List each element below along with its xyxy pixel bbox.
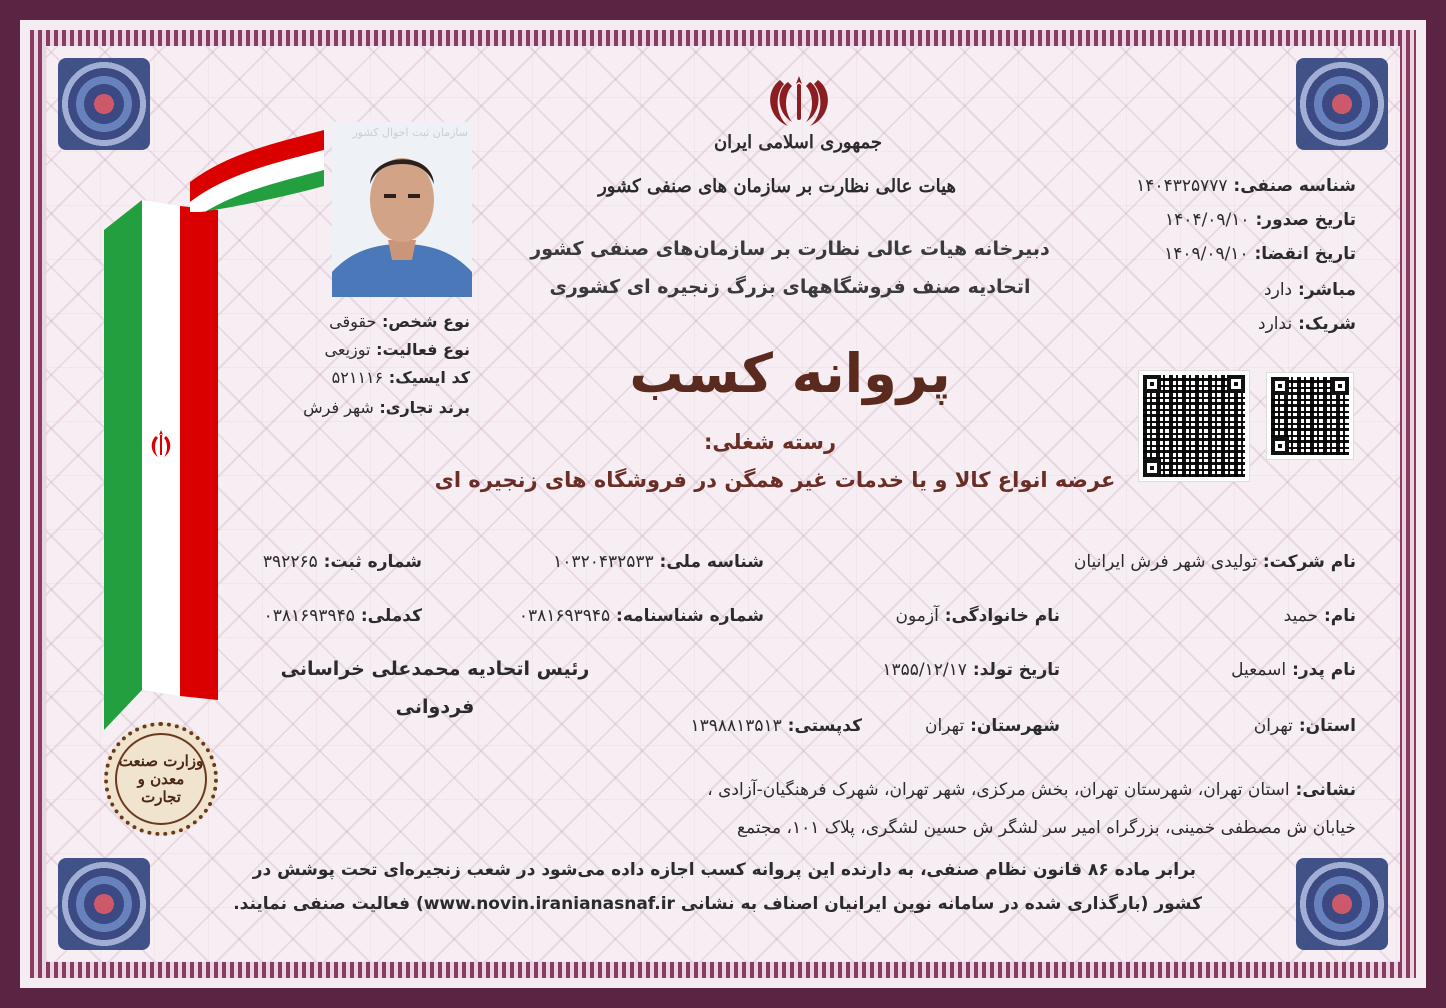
- name-row: [1284, 606, 1356, 626]
- brand-label: برند تجاری:: [379, 398, 470, 417]
- address-line2: خیابان ش مصطفی خمینی، بزرگراه امیر سر لشگر ش حسین لشگری، پلاک ۱۰۱، مجتمع: [736, 818, 1356, 838]
- signature-line1: رئیس اتحادیه محمدعلی خراسانی: [280, 658, 590, 680]
- guild-id-label: شناسه صنفی:: [1233, 176, 1356, 196]
- guild-id-value: ۱۴۰۴۳۲۵۷۷۷: [1136, 176, 1228, 196]
- family-label: نام خانوادگی:: [944, 606, 1060, 626]
- page-title: پروانه کسب: [629, 342, 951, 405]
- direct-row: [1264, 280, 1356, 300]
- address-label: نشانی:: [1295, 780, 1356, 800]
- reg-no-label: شماره ثبت:: [323, 552, 422, 572]
- guild-value: عرضه انواع کالا و یا خدمات غیر همگن در فروشگاه های زنجیره ای: [434, 468, 1116, 492]
- address-line1: استان تهران، شهرستان تهران، بخش مرکزی، شهر تهران، شهرک فرهنگیان-آزادی ،: [707, 780, 1290, 800]
- header-union: اتحادیه صنف فروشگاههای بزرگ زنجیره ای کشوری: [549, 276, 1031, 298]
- isic-row: [332, 368, 470, 387]
- family-row: [896, 606, 1061, 626]
- partner-label: شریک:: [1298, 314, 1356, 334]
- photo-watermark: سازمان ثبت احوال کشور: [352, 126, 468, 139]
- corner-ornament-top-left: [58, 58, 150, 150]
- qr-code-large[interactable]: [1138, 370, 1250, 482]
- city-row: [925, 716, 1060, 736]
- postal-label: کدپستی:: [787, 716, 862, 736]
- birth-date-label: تاریخ تولد:: [972, 660, 1060, 680]
- issue-date-label: تاریخ صدور:: [1255, 210, 1356, 230]
- melli-code-value: ۰۳۸۱۶۹۳۹۴۵: [263, 606, 355, 626]
- expiry-date-row: [1164, 244, 1356, 264]
- province-row: [1254, 716, 1356, 736]
- province-value: تهران: [1253, 716, 1293, 736]
- expiry-date-value: ۱۴۰۹/۰۹/۱۰: [1164, 244, 1249, 264]
- guild-label: رسته شغلی:: [703, 430, 837, 454]
- header-secretariat: دبیرخانه هیات عالی نظارت بر سازمان‌های صنفی کشور: [530, 238, 1050, 260]
- holder-photo: [332, 122, 472, 297]
- issue-date-value: ۱۴۰۴/۰۹/۱۰: [1165, 210, 1250, 230]
- company-label: نام شرکت:: [1262, 552, 1356, 572]
- father-value: اسمعیل: [1231, 660, 1287, 680]
- emblem-country-text: جمهوری اسلامی ایران: [713, 132, 883, 153]
- footer-line2: کشور (بارگذاری شده در سامانه نوین ایرانیان اصناف به نشانی www.novin.iranianasnaf.ir) فعالیت صنفی نمایند.: [233, 894, 1202, 914]
- address-row: [707, 780, 1356, 800]
- reg-no-value: ۳۹۲۲۶۵: [262, 552, 318, 572]
- corner-ornament-bottom-left: [58, 858, 150, 950]
- partner-row: [1258, 314, 1356, 334]
- expiry-date-label: تاریخ انقضا:: [1254, 244, 1356, 264]
- province-label: استان:: [1298, 716, 1356, 736]
- national-id-label: شناسه ملی:: [659, 552, 764, 572]
- emblem-board-text: هیات عالی نظارت بر سازمان های صنفی کشور: [598, 176, 956, 197]
- iran-flag-ribbon: [104, 200, 218, 730]
- company-value: تولیدی شهر فرش ایرانیان: [1073, 552, 1257, 572]
- activity-type-row: [325, 340, 470, 359]
- birth-cert-value: ۰۳۸۱۶۹۳۹۴۵: [518, 606, 611, 626]
- birth-cert-row: [519, 606, 764, 626]
- corner-ornament-bottom-right: [1296, 858, 1388, 950]
- national-id-row: [553, 552, 764, 572]
- isic-value: ۵۲۱۱۱۶: [331, 368, 384, 387]
- brand-row: [303, 398, 470, 417]
- city-label: شهرستان:: [970, 716, 1060, 736]
- direct-value: دارد: [1264, 280, 1293, 300]
- iran-emblem-icon: [766, 70, 832, 130]
- issue-date-row: [1165, 210, 1356, 230]
- name-label: نام:: [1323, 606, 1356, 626]
- father-label: نام پدر:: [1292, 660, 1356, 680]
- company-row: [1074, 552, 1356, 572]
- isic-label: کد ایسیک:: [388, 368, 470, 387]
- birth-date-value: ۱۳۵۵/۱۲/۱۷: [882, 660, 967, 680]
- partner-value: ندارد: [1258, 314, 1293, 334]
- person-silhouette-icon: [332, 122, 472, 297]
- activity-type-label: نوع فعالیت:: [376, 340, 470, 359]
- father-row: [1231, 660, 1356, 680]
- city-value: تهران: [925, 716, 965, 736]
- birth-cert-label: شماره شناسنامه:: [616, 606, 764, 626]
- corner-ornament-top-right: [1296, 58, 1388, 150]
- birth-date-row: [882, 660, 1060, 680]
- melli-code-label: کدملی:: [360, 606, 422, 626]
- melli-code-row: [264, 606, 422, 626]
- ministry-seal: [104, 722, 218, 836]
- guild-id-row: [1136, 176, 1356, 196]
- brand-value: شهر فرش: [303, 398, 374, 417]
- person-type-row: [329, 312, 470, 331]
- name-value: حمید: [1283, 606, 1319, 626]
- national-id-value: ۱۰۳۲۰۴۳۲۵۳۳: [553, 552, 654, 572]
- direct-label: مباشر:: [1298, 280, 1356, 300]
- person-type-label: نوع شخص:: [381, 312, 470, 331]
- qr-code-small[interactable]: [1266, 372, 1354, 460]
- flag-wave-icon: [190, 122, 330, 212]
- postal-value: ۱۳۹۸۸۱۳۵۱۳: [690, 716, 782, 736]
- person-type-value: حقوقی: [329, 312, 377, 331]
- family-value: آزمون: [895, 606, 939, 626]
- postal-row: [690, 716, 862, 736]
- reg-no-row: [263, 552, 422, 572]
- footer-line1: برابر ماده ۸۶ قانون نظام صنفی، به دارنده این پروانه کسب اجازه داده می‌شود در شعب زنجیره‌ای تحت پوشش در: [252, 860, 1196, 880]
- activity-type-value: توزیعی: [324, 340, 371, 359]
- signature-line2: فردوانی: [395, 696, 475, 718]
- seal-text: وزارت صنعت معدن و تجارت: [115, 733, 207, 825]
- address-line2-row: [737, 818, 1356, 838]
